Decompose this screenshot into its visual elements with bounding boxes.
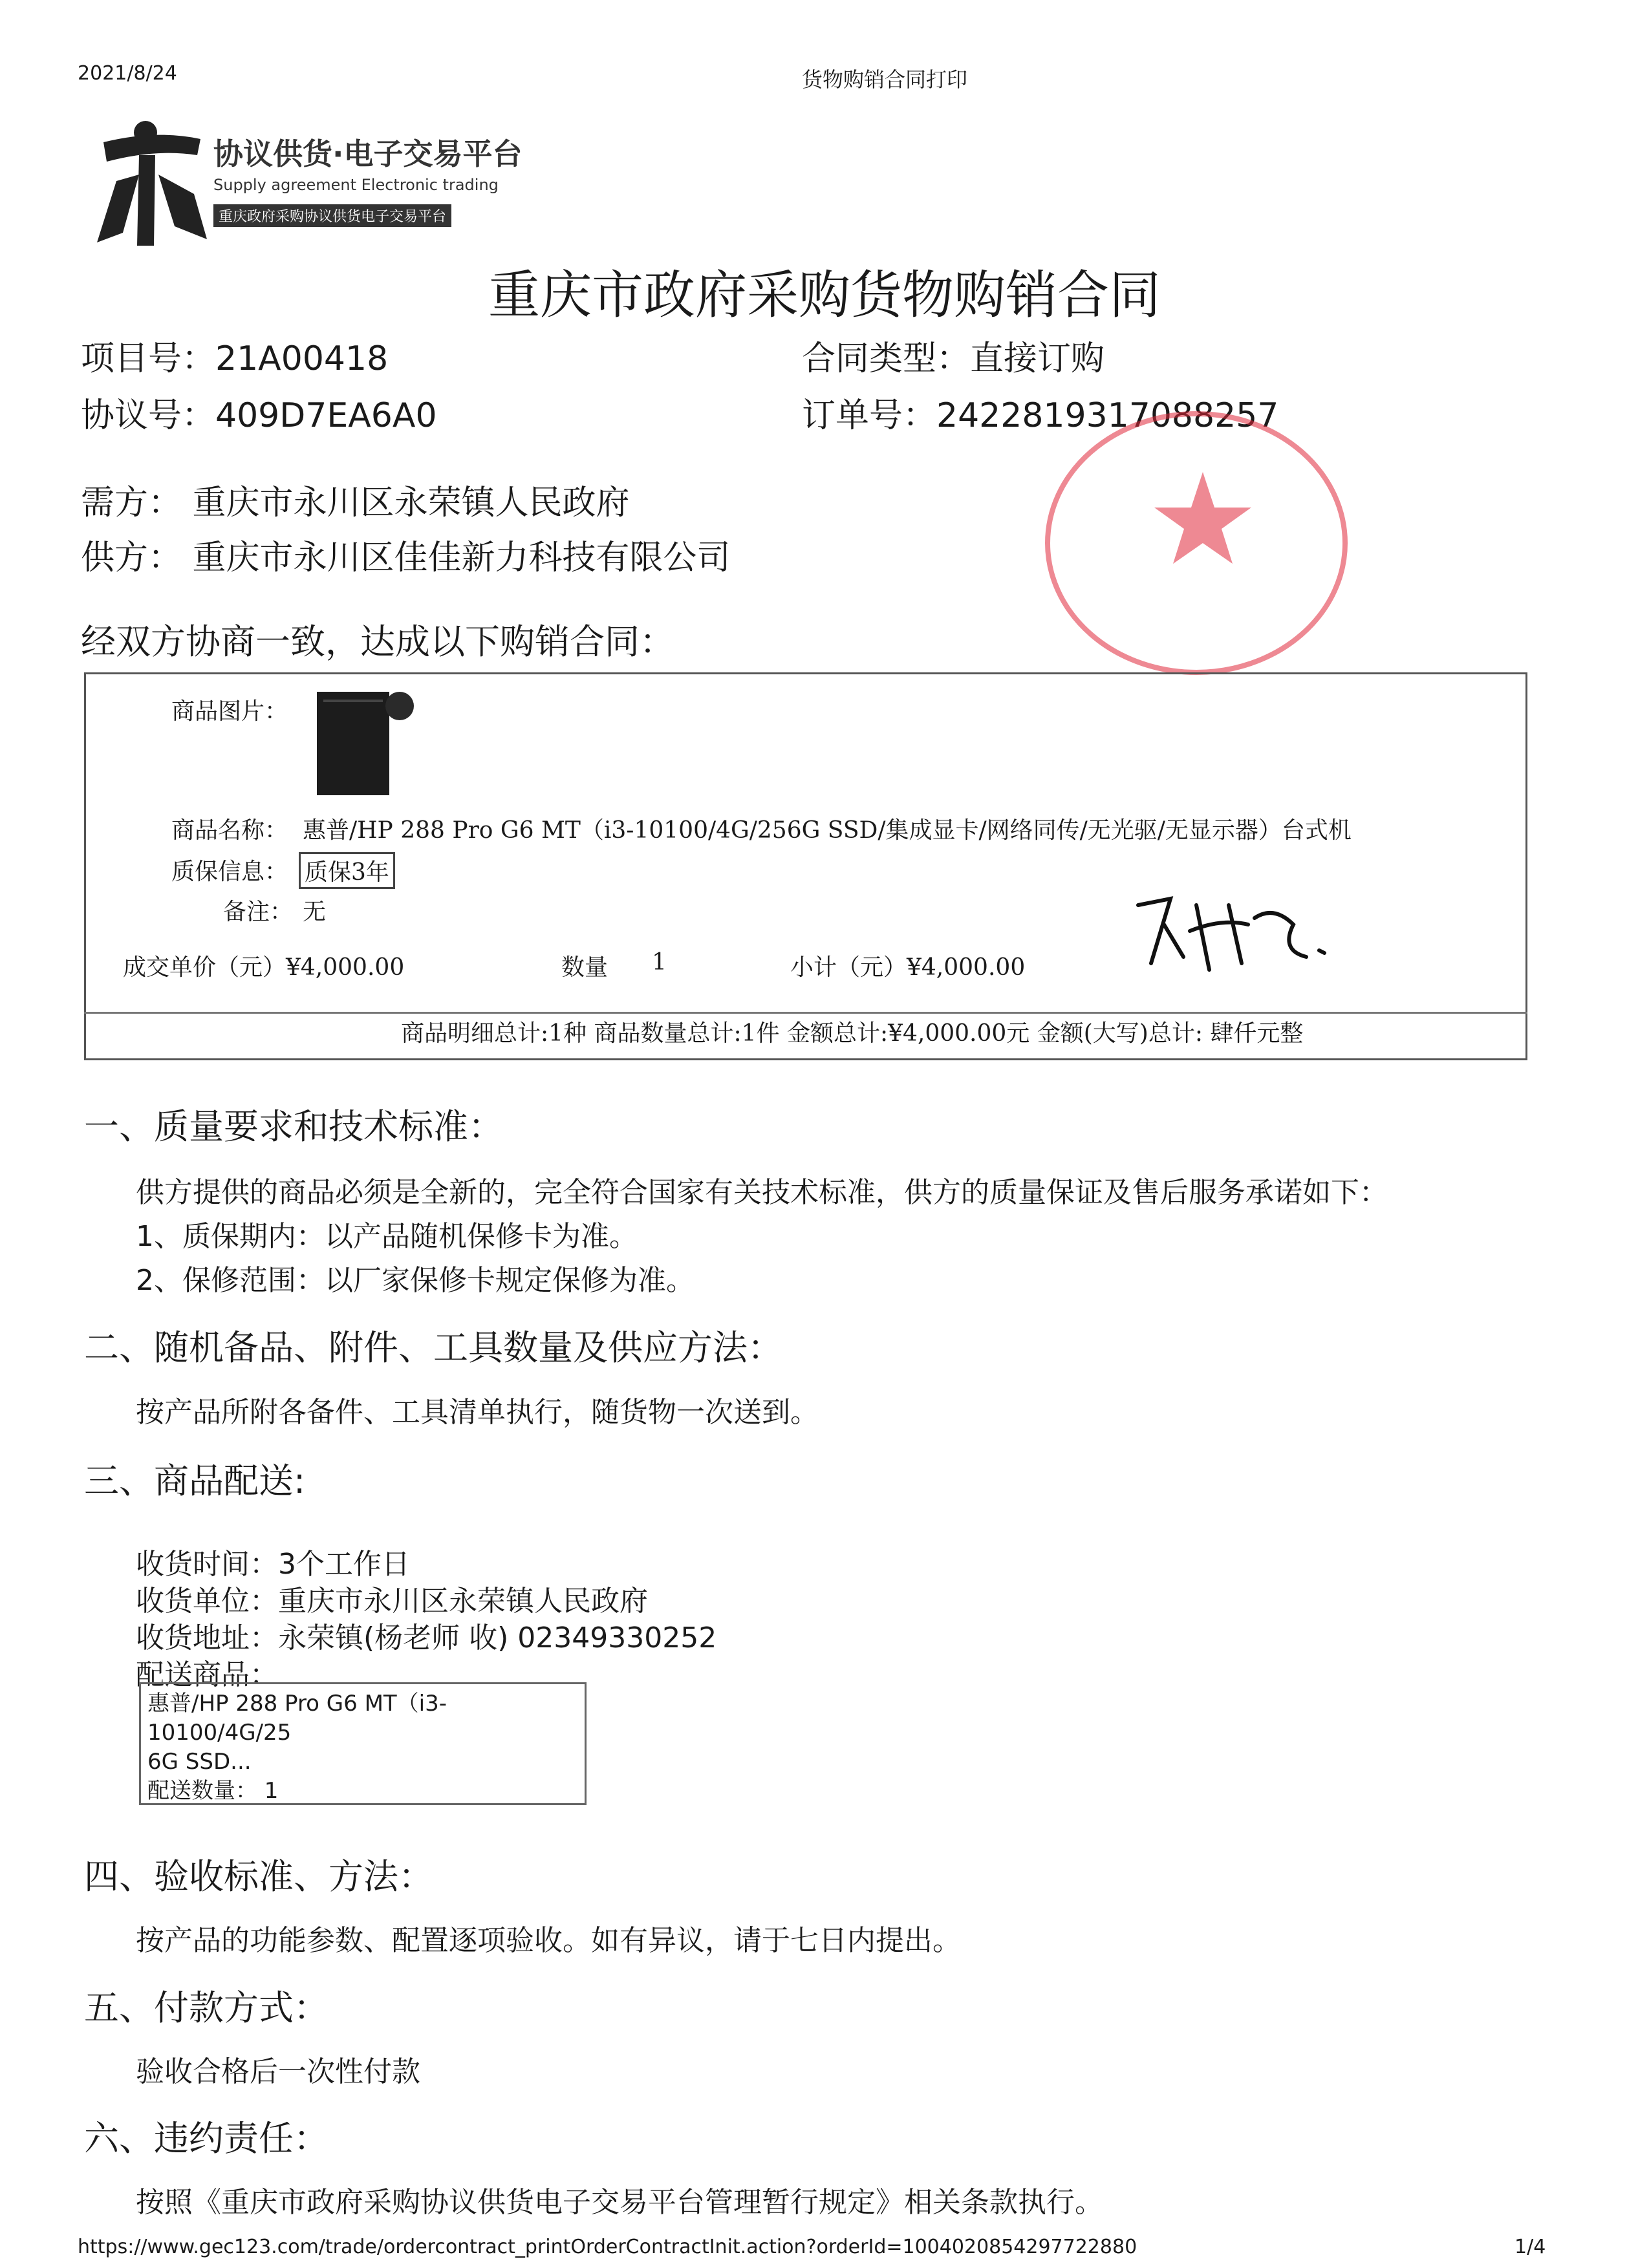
- delivery-goods-box: [139, 1682, 587, 1805]
- section-1-item-1: 1、质保期内：以产品随机保修卡为准。: [136, 1220, 638, 1253]
- buyer: 需方： 重庆市永川区永荣镇人民政府: [81, 484, 630, 522]
- project-number: 项目号：21A00418: [81, 339, 389, 378]
- delivery-goods-line-2: 6G SSD...: [147, 1749, 252, 1775]
- section-2-text: 按产品所附各备件、工具清单执行，随货物一次送到。: [136, 1396, 819, 1429]
- remark-label: 备注：: [223, 899, 294, 925]
- handwritten-signature: [1125, 879, 1352, 976]
- summary-divider: [84, 1012, 1527, 1014]
- page-url: https://www.gec123.com/trade/ordercontract_printOrderContractInit.action?orderId=1004020854297722880: [78, 2236, 1137, 2258]
- logo-name-cn: 协议供货·电子交易平台: [213, 136, 523, 171]
- product-image-label: 商品图片：: [171, 698, 288, 725]
- subtotal: 小计（元）¥4,000.00: [790, 954, 1026, 981]
- delivery-unit: 收货单位：重庆市永川区永荣镇人民政府: [136, 1585, 648, 1618]
- delivery-goods-label: 配送商品：: [136, 1658, 278, 1691]
- section-5-text: 验收合格后一次性付款: [136, 2055, 420, 2088]
- delivery-quantity: 配送数量： 1: [147, 1778, 279, 1804]
- section-5-title: 五、付款方式：: [84, 1987, 329, 2028]
- product-name-label: 商品名称：: [171, 817, 288, 844]
- quantity-label: 数量: [561, 954, 609, 981]
- delivery-time: 收货时间：3个工作日: [136, 1548, 410, 1581]
- official-seal-icon: [1035, 401, 1358, 685]
- desktop-computer-image: [310, 687, 415, 800]
- unit-price: 成交单价（元）¥4,000.00: [123, 954, 405, 981]
- quantity-value: 1: [652, 949, 667, 976]
- section-1-text: 供方提供的商品必须是全新的，完全符合国家有关技术标准，供方的质量保证及售后服务承诺如下：: [136, 1176, 1388, 1209]
- print-date: 2021/8/24: [78, 62, 177, 85]
- remark-value: 无: [303, 899, 327, 925]
- warranty-label: 质保信息：: [171, 859, 288, 885]
- section-1-item-2: 2、保修范围：以厂家保修卡规定保修为准。: [136, 1264, 695, 1297]
- section-6-title: 六、违约责任：: [84, 2118, 329, 2159]
- logo-subtitle: 重庆政府采购协议供货电子交易平台: [213, 204, 451, 227]
- order-summary: 商品明细总计:1种 商品数量总计:1件 金额总计:¥4,000.00元 金额(大写)总计: 肆仟元整: [401, 1020, 1304, 1047]
- supplier: 供方： 重庆市永川区佳佳新力科技有限公司: [81, 539, 731, 577]
- section-1-title: 一、质量要求和技术标准：: [84, 1106, 503, 1147]
- contract-type: 合同类型：直接订购: [802, 339, 1105, 378]
- agreement-number: 协议号：409D7EA6A0: [81, 396, 437, 435]
- section-4-text: 按产品的功能参数、配置逐项验收。如有异议，请于七日内提出。: [136, 1924, 961, 1957]
- section-2-title: 二、随机备品、附件、工具数量及供应方法：: [84, 1327, 782, 1368]
- page-number: 1/4: [1514, 2236, 1546, 2258]
- logo-name-en: Supply agreement Electronic trading: [213, 176, 499, 194]
- order-number: 订单号：2422819317088257: [802, 396, 1279, 435]
- section-6-text: 按照《重庆市政府采购协议供货电子交易平台管理暂行规定》相关条款执行。: [136, 2186, 1103, 2219]
- delivery-goods-line-1: 惠普/HP 288 Pro G6 MT（i3-10100/4G/25: [147, 1691, 447, 1746]
- contract-title: 重庆市政府采购货物购销合同: [488, 265, 1161, 325]
- product-name-value: 惠普/HP 288 Pro G6 MT（i3-10100/4G/256G SSD/集成显卡/网络同传/无光驱/无显示器）台式机: [303, 817, 1352, 844]
- section-3-title: 三、商品配送:: [84, 1460, 306, 1501]
- print-title: 货物购销合同打印: [802, 67, 968, 92]
- warranty-value: 质保3年: [299, 852, 395, 889]
- section-4-title: 四、验收标准、方法：: [84, 1856, 433, 1897]
- delivery-address: 收货地址：永荣镇(杨老师 收) 02349330252: [136, 1621, 717, 1654]
- agreement-intro: 经双方协商一致，达成以下购销合同：: [81, 621, 674, 662]
